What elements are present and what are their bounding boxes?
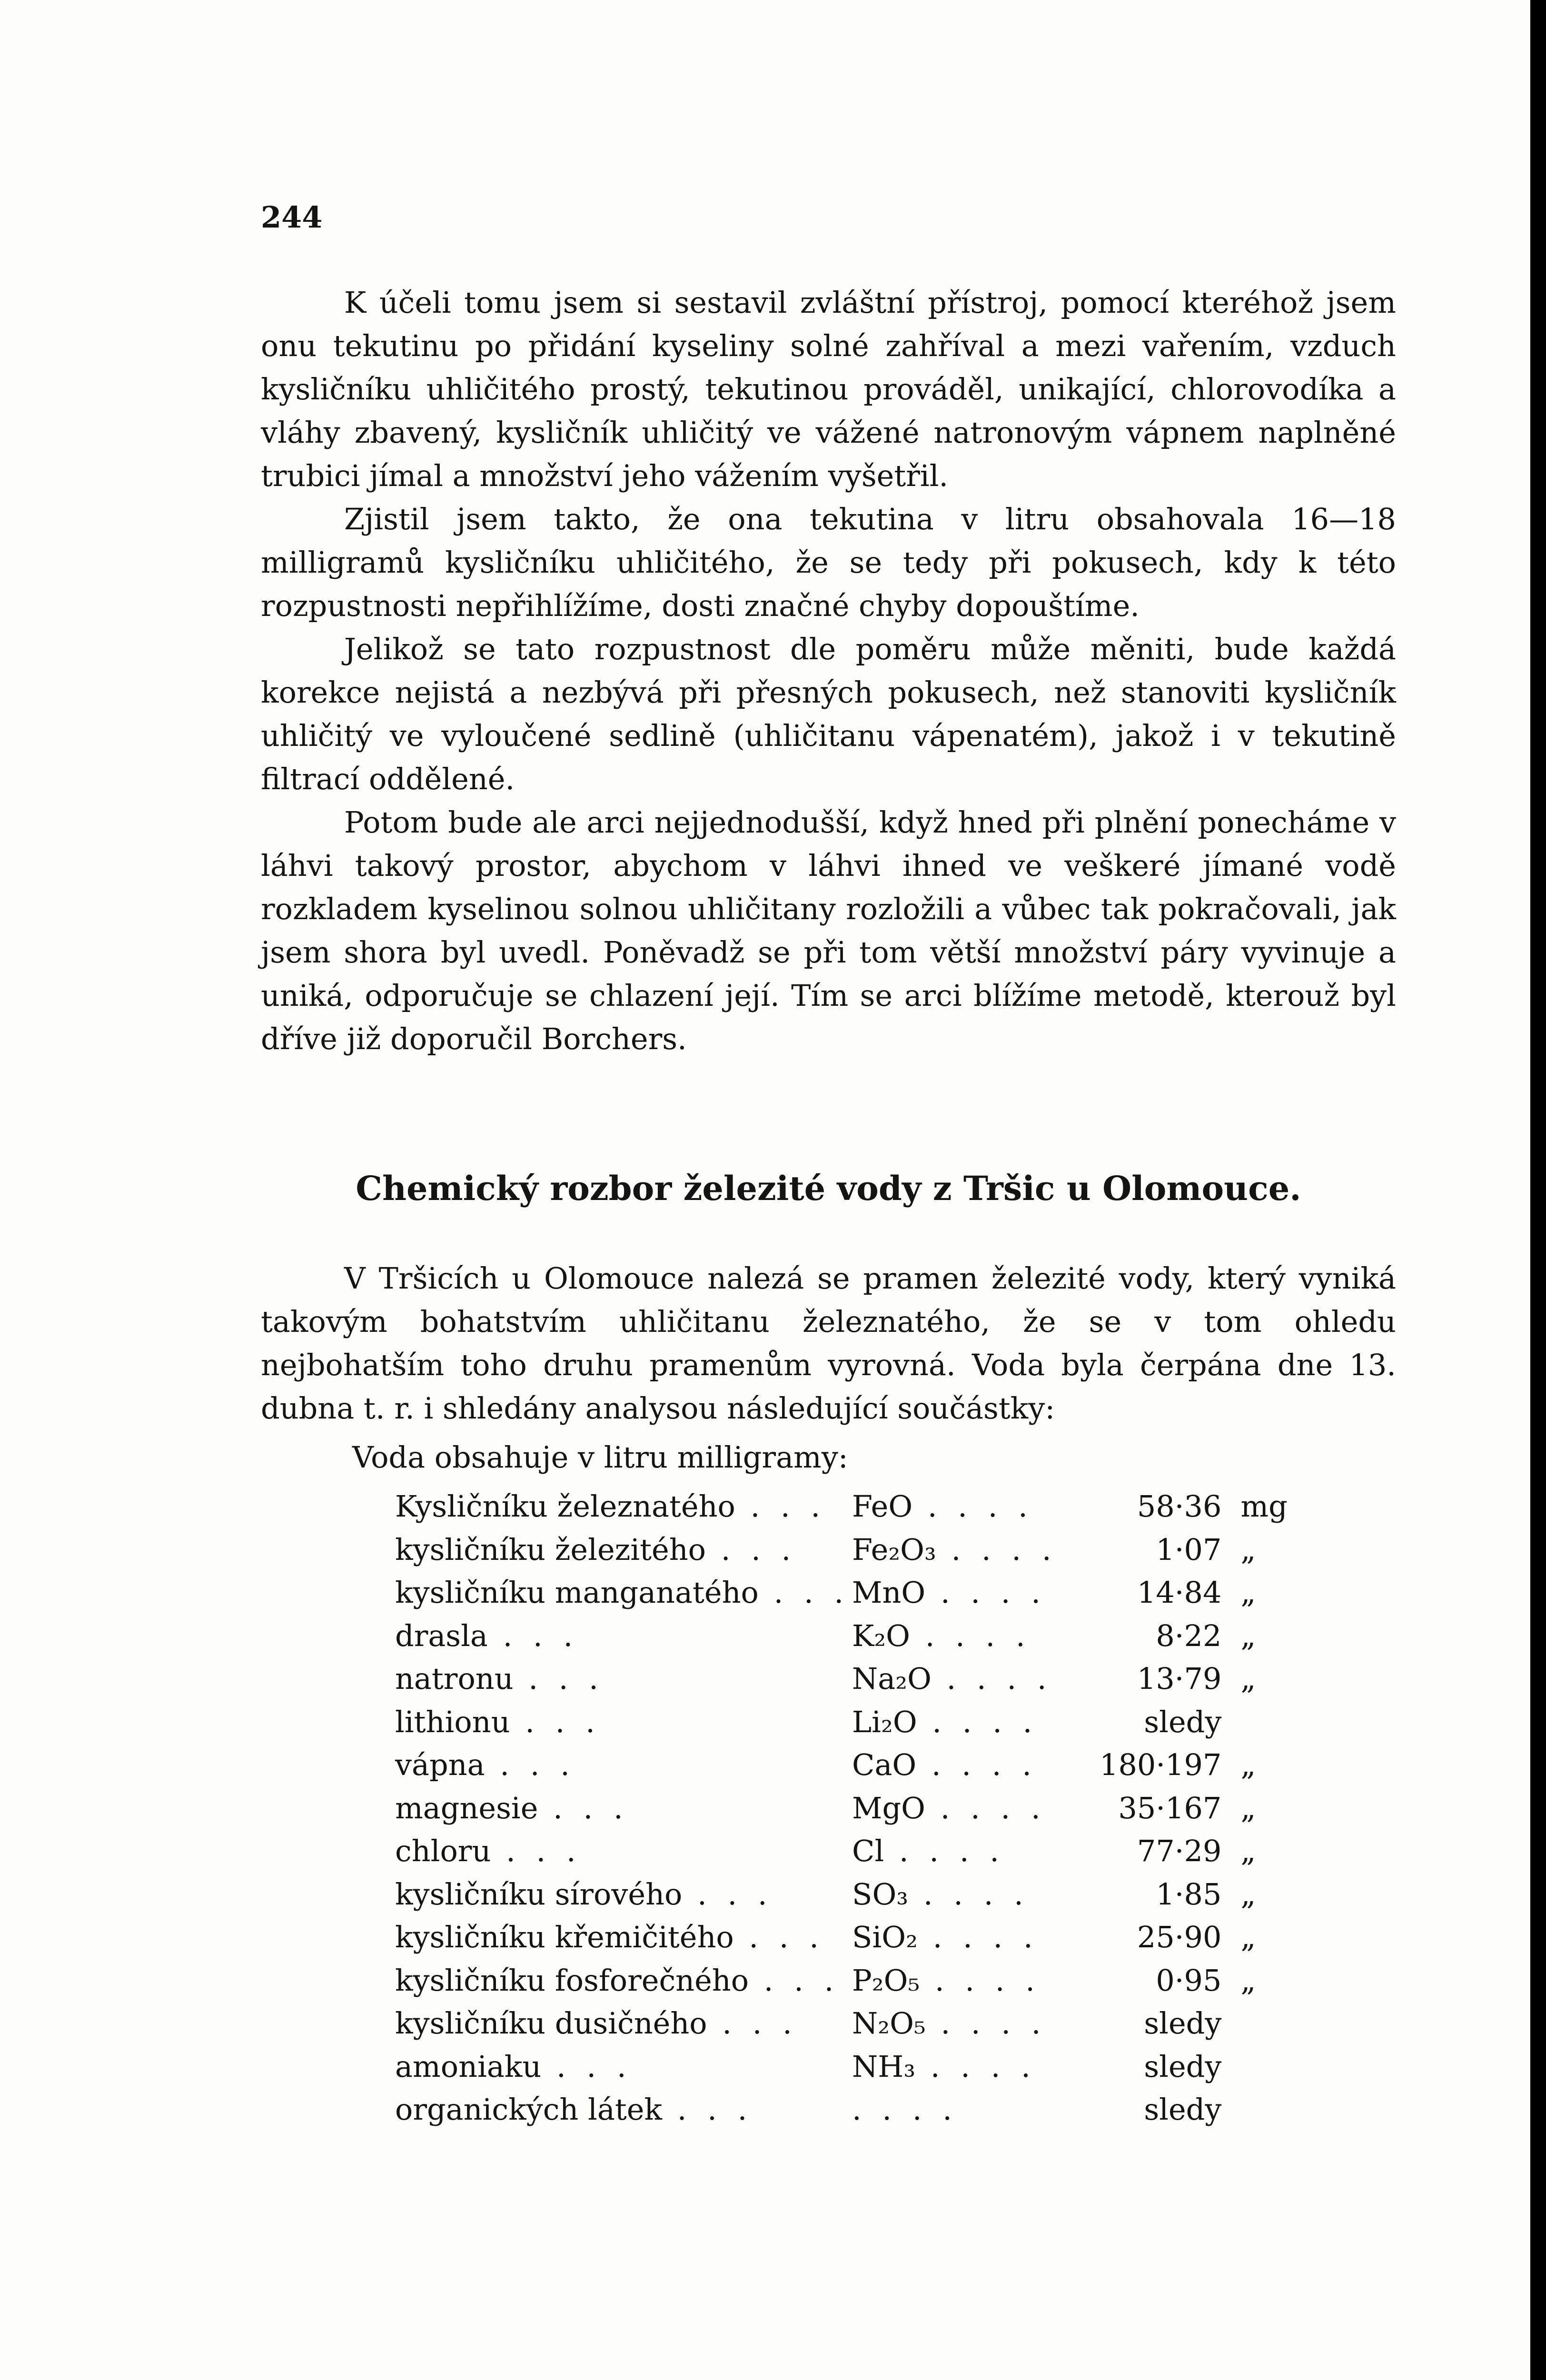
component-name: kysličníku železitého . . .: [395, 1532, 797, 1567]
component-value: sledy: [1144, 2049, 1222, 2084]
component-unit: „: [1240, 1790, 1256, 1825]
paragraph: Jelikož se tato rozpustnost dle poměru může měniti, bude každá korekce nejistá a nezbývá při přesných pokusech, než stanoviti kysličník uhličitý ve vyloučené sedlině (uhličitanu vápenatém), jakož i v tekutině filtrací oddělené.: [261, 632, 1396, 796]
table-row: [395, 1959, 1307, 2003]
table-row: [395, 1744, 1307, 1787]
chemical-formula: K₂O . . . .: [852, 1618, 1031, 1653]
dot-leader: . . .: [510, 1704, 601, 1739]
dot-leader: . . . .: [852, 2092, 958, 2127]
component-unit: „: [1240, 1963, 1256, 1998]
dot-leader: . . . .: [916, 1747, 1037, 1782]
component-value: 58·36: [1137, 1489, 1222, 1524]
chemical-formula: SiO₂ . . . .: [852, 1920, 1039, 1954]
table-row: [395, 1701, 1307, 1744]
component-unit: [1221, 2002, 1307, 2045]
dot-leader: . . .: [485, 1747, 575, 1782]
table-row: [395, 2002, 1307, 2045]
dot-leader: . . . .: [925, 1790, 1046, 1825]
dot-leader: . . . .: [925, 1575, 1046, 1610]
page-number: 244: [261, 200, 323, 235]
scan-border-right: [1530, 0, 1546, 2380]
component-name: kysličníku fosforečného . . .: [395, 1963, 840, 1998]
table-row: [395, 1873, 1307, 1916]
table-row: [395, 1830, 1307, 1873]
component-value: sledy: [1144, 2092, 1222, 2127]
paragraph: V Tršicích u Olomouce nalezá se pramen železité vody, který vyniká takovým bohatstvím uhličitanu železnatého, že se v tom ohledu nejbohatším toho druhu pramenům vyrovná. Voda byla čerpána dne 13. dubna t. r. i shledány analysou následující součástky:: [261, 1261, 1396, 1426]
dot-leader: . . . .: [908, 1876, 1029, 1912]
chemical-formula: FeO . . . .: [852, 1489, 1033, 1524]
table-row: [395, 1485, 1307, 1528]
component-unit: „: [1240, 1747, 1256, 1782]
dot-leader: . . . .: [925, 2006, 1047, 2041]
chemical-formula: [852, 2088, 1100, 2132]
component-value: 77·29: [1137, 1834, 1222, 1868]
component-unit: mg: [1240, 1489, 1288, 1524]
dot-leader: . . . .: [910, 1618, 1031, 1653]
dot-leader: . . .: [682, 1876, 773, 1912]
component-unit: „: [1240, 1532, 1256, 1567]
dot-leader: . . .: [538, 1790, 629, 1825]
analysis-table: [395, 1485, 1307, 2132]
component-unit: „: [1240, 1661, 1256, 1696]
component-name: drasla . . .: [395, 1618, 579, 1653]
chemical-formula: Cl . . . .: [852, 1834, 1005, 1868]
component-name: chloru . . .: [395, 1834, 582, 1868]
body-text-top: [261, 281, 1396, 1061]
dot-leader: . . .: [487, 1618, 579, 1653]
component-name: amoniaku . . .: [395, 2049, 632, 2084]
table-row: [395, 2045, 1307, 2089]
chemical-formula: SO₃ . . . .: [852, 1876, 1029, 1912]
dot-leader: . . .: [541, 2049, 632, 2084]
component-name: natronu . . .: [395, 1661, 604, 1696]
body-text-intro: [261, 1257, 1396, 1430]
chemical-formula: MgO . . . .: [852, 1790, 1046, 1825]
dot-leader: . . . .: [936, 1532, 1057, 1567]
chemical-formula: CaO . . . .: [852, 1747, 1037, 1782]
dot-leader: . . .: [662, 2092, 753, 2127]
component-value: 180·197: [1100, 1747, 1222, 1782]
component-unit: [1221, 2088, 1307, 2132]
dot-leader: . . . .: [884, 1834, 1005, 1868]
table-row: [395, 1571, 1307, 1615]
paragraph: Zjistil jsem takto, že ona tekutina v litru obsahovala 16—18 milligramů kysličníku uhličitého, že se tedy při pokusech, kdy k této rozpustnosti nepřihlížíme, dosti značné chyby dopouštíme.: [261, 502, 1396, 623]
component-value: 1·07: [1156, 1532, 1222, 1567]
component-name: magnesie . . .: [395, 1790, 629, 1825]
dot-leader: . . . .: [912, 1489, 1033, 1524]
component-name: kysličníku křemičitého . . .: [395, 1920, 824, 1954]
chemical-formula: NH₃ . . . .: [852, 2049, 1036, 2084]
component-name: kysličníku sírového . . .: [395, 1876, 773, 1912]
dot-leader: . . .: [733, 1920, 824, 1954]
component-unit: [1221, 2045, 1307, 2089]
component-unit: „: [1240, 1618, 1256, 1653]
component-unit: „: [1240, 1920, 1256, 1954]
component-value: 0·95: [1156, 1963, 1222, 1998]
dot-leader: . . . .: [918, 1920, 1039, 1954]
component-name: Kysličníku železnatého . . .: [395, 1489, 826, 1524]
dot-leader: . . .: [749, 1963, 840, 1998]
component-value: 1·85: [1156, 1876, 1222, 1912]
paragraph: Potom bude ale arci nejjednodušší, když hned při plnění ponecháme v láhvi takový prostor, abychom v láhvi ihned ve veškeré jímané vodě rozkladem kyselinou solnou uhličitany rozložili a vůbec tak pokračovali, jak jsem shora byl uvedl. Poněvadž se při tom větší množství páry vyvinuje a uniká, odporučuje se chlazení její. Tím se arci blížíme metodě, kterouž byl dříve již doporučil Borchers.: [261, 805, 1396, 1056]
dot-leader: . . .: [491, 1834, 582, 1868]
chemical-formula: P₂O₅ . . . .: [852, 1963, 1041, 1998]
table-row: [395, 1657, 1307, 1701]
dot-leader: . . . .: [931, 1661, 1052, 1696]
table-row: [395, 1615, 1307, 1658]
component-name: kysličníku dusičného . . .: [395, 2006, 798, 2041]
chemical-formula: N₂O₅ . . . .: [852, 2006, 1047, 2041]
chemical-formula: Li₂O . . . .: [852, 1704, 1038, 1739]
component-unit: „: [1240, 1575, 1256, 1610]
table-row: [395, 2088, 1307, 2132]
chemical-formula: Na₂O . . . .: [852, 1661, 1052, 1696]
component-value: sledy: [1144, 1704, 1222, 1739]
table-row: [395, 1528, 1307, 1572]
section-heading: Chemický rozbor železité vody z Tršic u Olomouce.: [356, 1169, 1301, 1208]
component-unit: „: [1240, 1876, 1256, 1912]
dot-leader: . . .: [706, 1532, 797, 1567]
component-value: 8·22: [1156, 1618, 1222, 1653]
component-name: vápna . . .: [395, 1747, 575, 1782]
component-value: sledy: [1144, 2006, 1222, 2041]
dot-leader: . . .: [513, 1661, 604, 1696]
dot-leader: . . .: [758, 1575, 850, 1610]
dot-leader: . . . .: [917, 1704, 1038, 1739]
component-unit: „: [1240, 1834, 1256, 1868]
dot-leader: . . . .: [920, 1963, 1041, 1998]
component-name: lithionu . . .: [395, 1704, 601, 1739]
chemical-formula: Fe₂O₃ . . . .: [852, 1532, 1057, 1567]
chemical-formula: MnO . . . .: [852, 1575, 1046, 1610]
table-caption: Voda obsahuje v litru milligramy:: [352, 1440, 848, 1475]
component-value: 25·90: [1137, 1920, 1222, 1954]
component-unit: [1221, 1701, 1307, 1744]
table-row: [395, 1916, 1307, 1959]
dot-leader: . . .: [735, 1489, 826, 1524]
dot-leader: . . . .: [915, 2049, 1036, 2084]
paragraph: K účeli tomu jsem si sestavil zvláštní přístroj, pomocí kteréhož jsem onu tekutinu po přidání kyseliny solné zahříval a mezi vařením, vzduch kysličníku uhličitého prostý, tekutinou prováděl, unikající, chlorovodíka a vláhy zbavený, kysličník uhličitý ve vážené natronovým vápnem naplněné trubici jímal a množství jeho vážením vyšetřil.: [261, 285, 1396, 493]
component-name: organických látek . . .: [395, 2092, 753, 2127]
component-value: 35·167: [1118, 1790, 1222, 1825]
dot-leader: . . .: [707, 2006, 798, 2041]
component-name: kysličníku manganatého . . .: [395, 1575, 850, 1610]
component-value: 14·84: [1137, 1575, 1222, 1610]
table-row: [395, 1787, 1307, 1830]
component-value: 13·79: [1137, 1661, 1222, 1696]
